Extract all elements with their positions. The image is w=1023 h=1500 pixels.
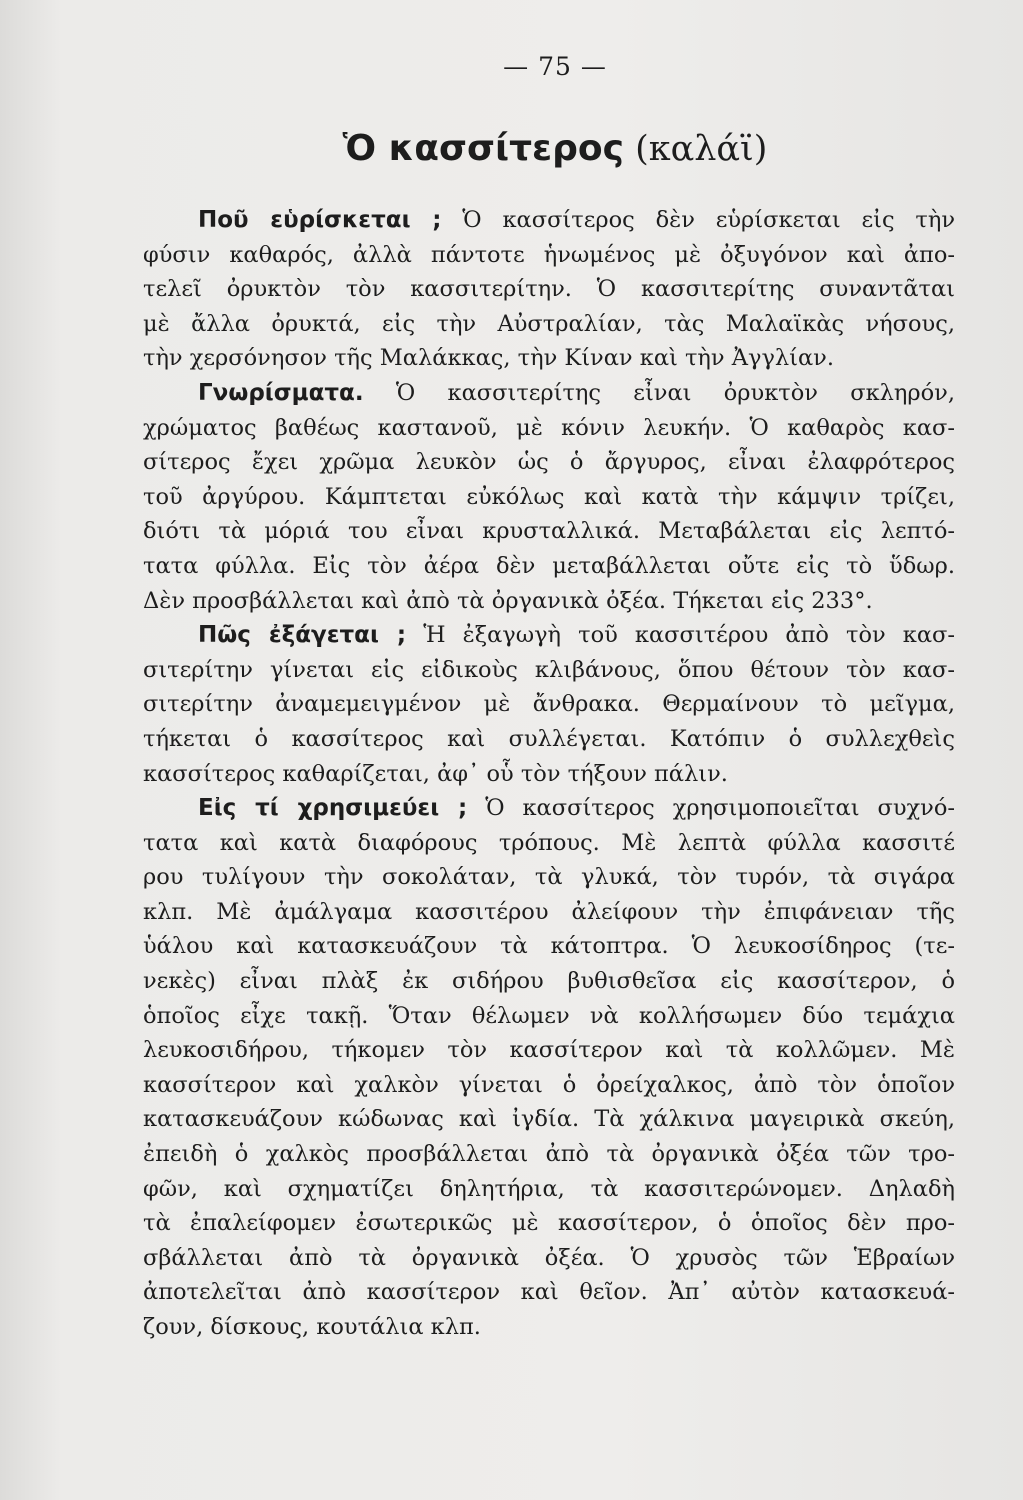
- paragraph-line: διότι τὰ μόριά του εἶναι κρυσταλλικά. Μεταβάλεται εἰς λεπτό-: [143, 518, 955, 545]
- paragraph-line: σίτερος ἔχει χρῶμα λευκὸν ὡς ὁ ἄργυρος, εἶναι ἐλαφρότερος: [143, 449, 955, 476]
- article-body: [143, 203, 955, 1345]
- paragraph-line: σιτερίτην ἀναμεμειγμένον μὲ ἄνθρακα. Θερμαίνουν τὸ μεῖγμα,: [143, 691, 955, 718]
- title-parenthetical: (καλάϊ): [635, 129, 768, 169]
- paragraph-line: φῶν, καὶ σχηματίζει δηλητήρια, τὰ κασσιτερώνομεν. Δηλαδὴ: [143, 1175, 955, 1202]
- paragraph-line: φύσιν καθαρός, ἀλλὰ πάντοτε ἡνωμένος μὲ ὀξυγόνον καὶ ἀπο-: [143, 241, 955, 268]
- paragraph-line: κατασκευάζουν κώδωνας καὶ ἰγδία. Τὰ χάλκινα μαγειρικὰ σκεύη,: [143, 1106, 955, 1133]
- paragraph-line: σιτερίτην γίνεται εἰς εἰδικοὺς κλιβάνους, ὅπου θέτουν τὸν κασ-: [143, 656, 955, 683]
- paragraph-line: τατα καὶ κατὰ διαφόρους τρόπους. Μὲ λεπτὰ φύλλα κασσιτέ: [143, 829, 955, 856]
- paragraph-line: κλπ. Μὲ ἀμάλγαμα κασσιτέρου ἀλείφουν τὴν ἐπιφάνειαν τῆς: [143, 898, 955, 925]
- section-heading-extraction: Πῶς ἐξάγεται ;: [198, 622, 407, 649]
- page-title: [0, 128, 1023, 169]
- title-main: Ὁ κασσίτερος: [342, 128, 624, 169]
- paragraph-line: σβάλλεται ἀπὸ τὰ ὀργανικὰ ὀξέα. Ὁ χρυσὸς τῶν Ἑβραίων: [143, 1244, 955, 1271]
- paragraph-line: Γνωρίσματα. Ὁ κασσιτερίτης εἶναι ὀρυκτὸν σκληρόν,: [198, 379, 955, 406]
- paragraph-line: τοῦ ἀργύρου. Κάμπτεται εὐκόλως καὶ κατὰ τὴν κάμψιν τρίζει,: [143, 483, 955, 510]
- page-number: — 75 —: [503, 52, 607, 81]
- paragraph-line: νεκὲς) εἶναι πλὰξ ἐκ σιδήρου βυθισθεῖσα εἰς κασσίτερον, ὁ: [143, 968, 955, 995]
- section-heading-uses: Εἰς τί χρησιμεύει ;: [198, 795, 468, 822]
- paragraph-line: Ποῦ εὑρίσκεται ; Ὁ κασσίτερος δὲν εὑρίσκεται εἰς τὴν: [198, 207, 955, 233]
- paragraph-line: τὴν χερσόνησον τῆς Μαλάκκας, τὴν Κίναν καὶ τὴν Ἀγγλίαν.: [143, 345, 834, 372]
- paragraph-line: τατα φύλλα. Εἰς τὸν ἀέρα δὲν μεταβάλλεται οὔτε εἰς τὸ ὕδωρ.: [143, 552, 955, 579]
- paragraph-line: κασσίτερος καθαρίζεται, ἀφ᾽ οὗ τὸν τήξουν πάλιν.: [143, 760, 728, 787]
- paragraph-line: ἐπειδὴ ὁ χαλκὸς προσβάλλεται ἀπὸ τὰ ὀργανικὰ ὀξέα τῶν τρο-: [143, 1141, 955, 1168]
- paragraph-line: Εἰς τί χρησιμεύει ; Ὁ κασσίτερος χρησιμοποιεῖται συχνό-: [198, 795, 955, 822]
- section-heading-where: Ποῦ εὑρίσκεται ;: [198, 207, 442, 233]
- paragraph-line: λευκοσιδήρου, τήκομεν τὸν κασσίτερον καὶ τὰ κολλῶμεν. Μὲ: [143, 1037, 955, 1064]
- paragraph-line: ἀποτελεῖται ἀπὸ κασσίτερον καὶ θεῖον. Ἀπ᾽ αὐτὸν κατασκευά-: [143, 1279, 955, 1306]
- paragraph-line: κασσίτερον καὶ χαλκὸν γίνεται ὁ ὀρείχαλκος, ἀπὸ τὸν ὁποῖον: [143, 1071, 955, 1098]
- section-heading-features: Γνωρίσματα.: [198, 379, 364, 406]
- paragraph-line: μὲ ἄλλα ὀρυκτά, εἰς τὴν Αὐστραλίαν, τὰς Μαλαϊκὰς νήσους,: [143, 310, 955, 337]
- paragraph-line: ὑάλου καὶ κατασκευάζουν τὰ κάτοπτρα. Ὁ λευκοσίδηρος (τε-: [143, 933, 955, 960]
- paragraph-line: χρώματος βαθέως καστανοῦ, μὲ κόνιν λευκήν. Ὁ καθαρὸς κασ-: [143, 414, 955, 441]
- paragraph-line: τελεῖ ὀρυκτὸν τὸν κασσιτερίτην. Ὁ κασσιτερίτης συναντᾶται: [143, 276, 955, 303]
- paragraph-line: ζουν, δίσκους, κουτάλια κλπ.: [143, 1314, 481, 1340]
- paragraph-line: τήκεται ὁ κασσίτερος καὶ συλλέγεται. Κατόπιν ὁ συλλεχθεὶς: [143, 725, 955, 752]
- paragraph-line: Δὲν προσβάλλεται καὶ ἀπὸ τὰ ὀργανικὰ ὀξέα. Τήκεται εἰς 233°.: [143, 587, 873, 614]
- paragraph-line: ὁποῖος εἶχε τακῇ. Ὅταν θέλωμεν νὰ κολλήσωμεν δύο τεμάχια: [143, 1002, 955, 1029]
- paragraph-line: Πῶς ἐξάγεται ; Ἡ ἐξαγωγὴ τοῦ κασσιτέρου ἀπὸ τὸν κασ-: [198, 622, 955, 649]
- paragraph-line: τὰ ἐπαλείφομεν ἐσωτερικῶς μὲ κασσίτερον, ὁ ὁποῖος δὲν προ-: [143, 1210, 955, 1237]
- paragraph-line: ρου τυλίγουν τὴν σοκολάταν, τὰ γλυκά, τὸν τυρόν, τὰ σιγάρα: [143, 864, 955, 891]
